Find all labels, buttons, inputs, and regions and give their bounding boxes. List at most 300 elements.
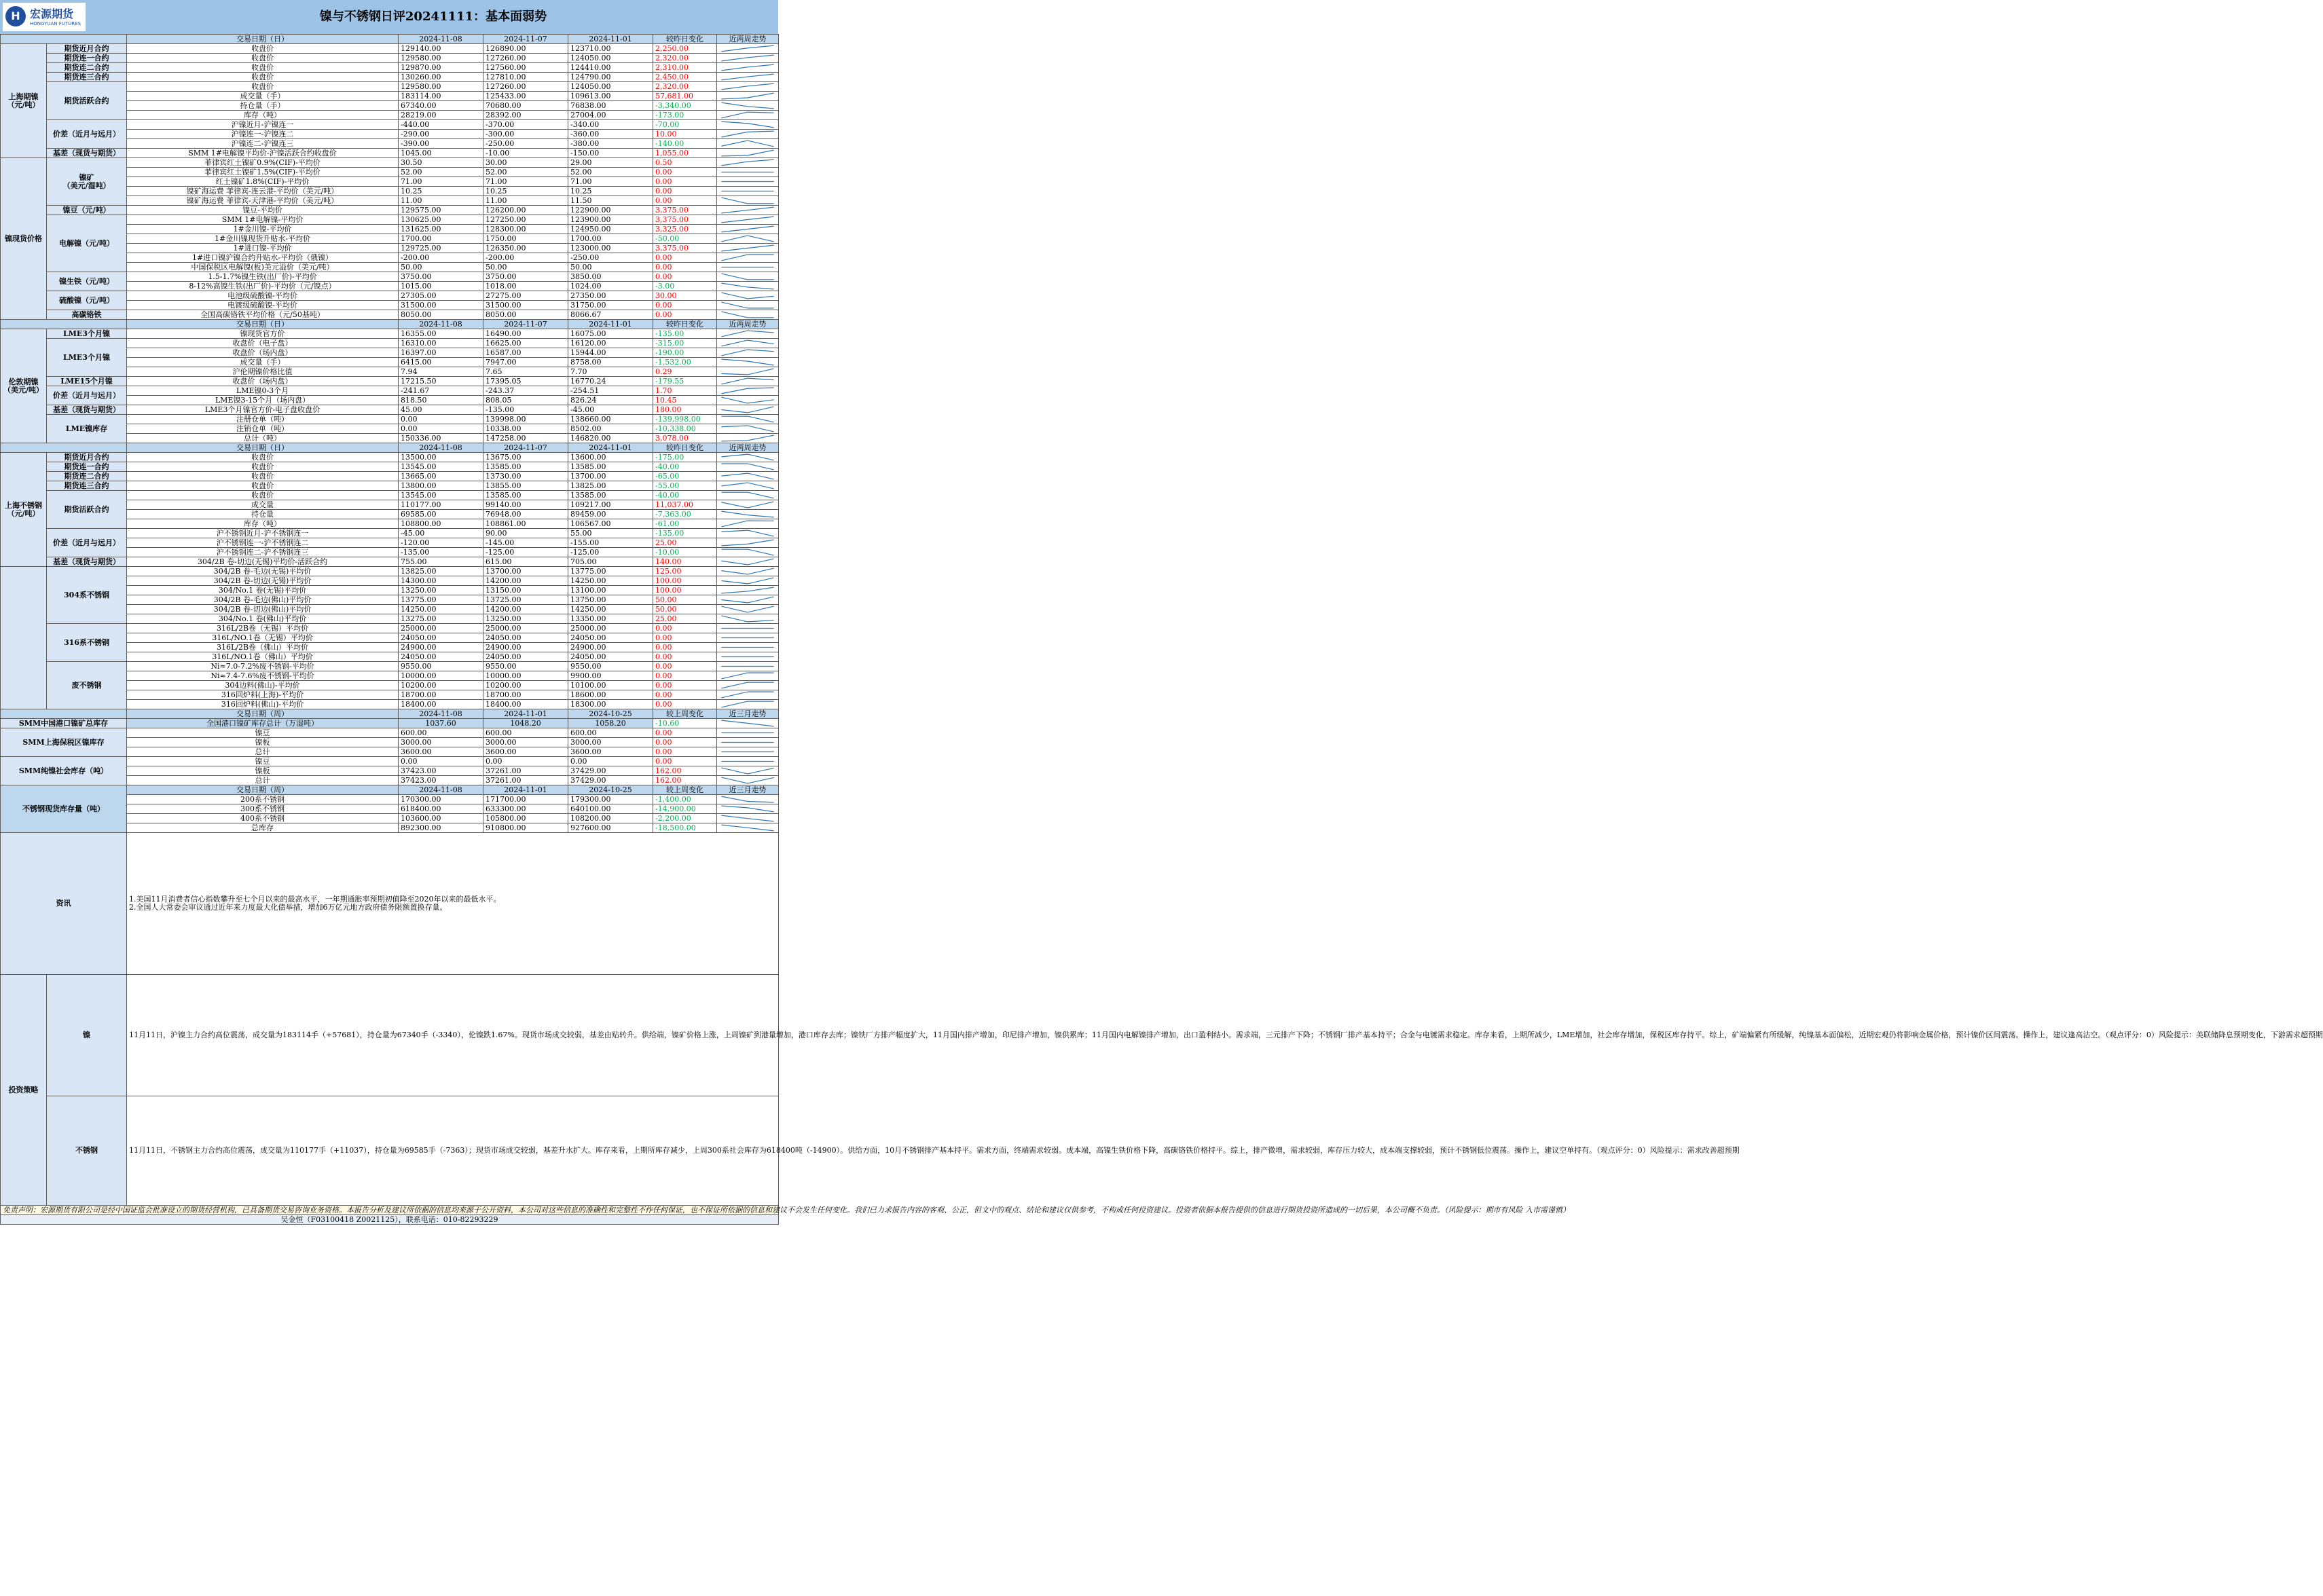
header-date: 2024-11-07 bbox=[483, 35, 568, 44]
trend-sparkline bbox=[717, 101, 779, 111]
row-value: 13350.00 bbox=[568, 614, 653, 624]
row-name: 收盘价 bbox=[127, 462, 399, 472]
trend-sparkline bbox=[717, 757, 779, 766]
row-value: 0.00 bbox=[399, 415, 483, 424]
sparkline-path bbox=[721, 692, 773, 698]
row-value: 126350.00 bbox=[483, 244, 568, 253]
table-row bbox=[1, 472, 779, 481]
row-change: -40.00 bbox=[653, 491, 717, 500]
table-row bbox=[1, 462, 779, 472]
row-value: 127260.00 bbox=[483, 54, 568, 63]
row-name: 成交量（手） bbox=[127, 92, 399, 101]
date-header-row bbox=[1, 709, 779, 719]
row-value: 9550.00 bbox=[483, 662, 568, 671]
row-value: 3850.00 bbox=[568, 272, 653, 282]
disclaimer-text: 免责声明：宏源期货有限公司是经中国证监会批准设立的期货经营机构，已具备期货交易咨询业务资格。本报告分析及建议所依据的信息均来源于公开资料，本公司对这些信息的准确性和完整性不作任何保证，也不保证所依据的信息和建议不会发生任何变化。我们已力求报告内容的客观、公正，但文中的观点、结论和建议仅供参考，不构成任何投资建议。投资者依据本报告提供的信息进行期货投资所造成的一切后果，本公司概不负责。（风险提示：期市有风险 入市需谨慎） bbox=[1, 1206, 779, 1215]
row-name: 316L/NO.1卷（无锡）平均价 bbox=[127, 633, 399, 643]
row-value: 129870.00 bbox=[399, 63, 483, 73]
row-name: SMM 1#电解镍平均价-沪镍活跃合约收盘价 bbox=[127, 149, 399, 158]
row-value: 13725.00 bbox=[483, 595, 568, 605]
trend-sparkline bbox=[717, 766, 779, 776]
row-change: 0.00 bbox=[653, 310, 717, 320]
sparkline-path bbox=[721, 141, 773, 147]
table-row bbox=[1, 149, 779, 158]
row-value: -243.37 bbox=[483, 386, 568, 396]
row-value: 139998.00 bbox=[483, 415, 568, 424]
row-value: 16120.00 bbox=[568, 339, 653, 348]
trend-sparkline bbox=[717, 367, 779, 377]
subsection-label: 期货活跃合约 bbox=[47, 491, 127, 529]
sparkline-path bbox=[721, 331, 773, 337]
row-change: 0.00 bbox=[653, 301, 717, 310]
row-change: 0.00 bbox=[653, 738, 717, 747]
header-trend: 近三月走势 bbox=[717, 709, 779, 719]
row-value: 1048.20 bbox=[483, 719, 568, 728]
row-name: 1#金川镍-平均价 bbox=[127, 225, 399, 234]
row-value: 13250.00 bbox=[399, 586, 483, 595]
row-value: 8050.00 bbox=[399, 310, 483, 320]
row-value: 131625.00 bbox=[399, 225, 483, 234]
row-change: 0.00 bbox=[653, 272, 717, 282]
row-value: 10100.00 bbox=[568, 681, 653, 690]
row-value: 13150.00 bbox=[483, 586, 568, 595]
row-value: 10.25 bbox=[483, 187, 568, 196]
row-value: 147258.00 bbox=[483, 434, 568, 443]
trend-sparkline bbox=[717, 301, 779, 310]
row-value: 9900.00 bbox=[568, 671, 653, 681]
row-value: 818.50 bbox=[399, 396, 483, 405]
row-value: 76948.00 bbox=[483, 510, 568, 519]
row-name: 沪伦期镍价格比值 bbox=[127, 367, 399, 377]
header-date: 2024-11-08 bbox=[399, 443, 483, 453]
row-value: 50.00 bbox=[483, 263, 568, 272]
table-row bbox=[1, 491, 779, 500]
row-value: 1037.60 bbox=[399, 719, 483, 728]
row-name: 库存（吨） bbox=[127, 111, 399, 120]
row-name: 镍现货官方价 bbox=[127, 329, 399, 339]
row-value: 16310.00 bbox=[399, 339, 483, 348]
row-value: 826.24 bbox=[568, 396, 653, 405]
header-blank bbox=[1, 320, 127, 329]
sparkline-path bbox=[721, 673, 773, 679]
row-value: 3600.00 bbox=[568, 747, 653, 757]
logo-chinese: 宏源期货 bbox=[30, 7, 74, 20]
table-row bbox=[1, 215, 779, 225]
row-change: 0.00 bbox=[653, 662, 717, 671]
row-name: 收盘价（场内盘） bbox=[127, 377, 399, 386]
row-change: 0.00 bbox=[653, 728, 717, 738]
row-change: 0.00 bbox=[653, 177, 717, 187]
row-change: -315.00 bbox=[653, 339, 717, 348]
trend-sparkline bbox=[717, 244, 779, 253]
trend-sparkline bbox=[717, 605, 779, 614]
row-change: 10.00 bbox=[653, 130, 717, 139]
row-value: 109613.00 bbox=[568, 92, 653, 101]
table-row bbox=[1, 120, 779, 130]
table-row bbox=[1, 453, 779, 462]
row-value: 90.00 bbox=[483, 529, 568, 538]
report-header bbox=[0, 0, 778, 35]
row-value: 110177.00 bbox=[399, 500, 483, 510]
row-name: 收盘价 bbox=[127, 44, 399, 54]
row-value: 14250.00 bbox=[568, 576, 653, 586]
row-value: -300.00 bbox=[483, 130, 568, 139]
row-value: 17215.50 bbox=[399, 377, 483, 386]
row-value: 123710.00 bbox=[568, 44, 653, 54]
sparkline-path bbox=[721, 606, 773, 612]
date-header-row bbox=[1, 719, 779, 728]
trend-sparkline bbox=[717, 643, 779, 652]
sparkline-path bbox=[721, 454, 773, 460]
row-change: -173.00 bbox=[653, 111, 717, 120]
row-change: 0.00 bbox=[653, 690, 717, 700]
row-change: 0.00 bbox=[653, 187, 717, 196]
row-value: 1018.00 bbox=[483, 282, 568, 291]
subsection-label: 期货连二合约 bbox=[47, 63, 127, 73]
trend-sparkline bbox=[717, 500, 779, 510]
row-change: -65.00 bbox=[653, 472, 717, 481]
row-value: 16770.24 bbox=[568, 377, 653, 386]
trend-sparkline bbox=[717, 424, 779, 434]
row-value: -45.00 bbox=[399, 529, 483, 538]
trend-sparkline bbox=[717, 139, 779, 149]
row-change: -1,532.00 bbox=[653, 358, 717, 367]
row-value: 124410.00 bbox=[568, 63, 653, 73]
table-row bbox=[1, 481, 779, 491]
row-value: 0.00 bbox=[483, 757, 568, 766]
row-value: 808.05 bbox=[483, 396, 568, 405]
row-name: LME镍0-3个月 bbox=[127, 386, 399, 396]
table-row bbox=[1, 377, 779, 386]
row-value: 3600.00 bbox=[483, 747, 568, 757]
row-value: 171700.00 bbox=[483, 795, 568, 804]
trend-sparkline bbox=[717, 728, 779, 738]
trend-sparkline bbox=[717, 814, 779, 823]
trend-sparkline bbox=[717, 548, 779, 557]
row-value: -241.67 bbox=[399, 386, 483, 396]
table-row bbox=[1, 310, 779, 320]
subsection-label: 基差（现货与期货） bbox=[47, 557, 127, 567]
logo-mark-icon: H bbox=[5, 6, 26, 26]
row-name: 304/2B 卷-毛边(无锡)平均价 bbox=[127, 567, 399, 576]
row-change: 0.50 bbox=[653, 158, 717, 168]
subsection-label: 高碳铬铁 bbox=[47, 310, 127, 320]
row-value: 892300.00 bbox=[399, 823, 483, 833]
row-value: -125.00 bbox=[568, 548, 653, 557]
trend-sparkline bbox=[717, 291, 779, 301]
row-value: 14300.00 bbox=[399, 576, 483, 586]
sparkline-path bbox=[721, 131, 773, 137]
row-value: 129575.00 bbox=[399, 206, 483, 215]
row-value: 122900.00 bbox=[568, 206, 653, 215]
sparkline-path bbox=[721, 122, 773, 128]
row-name: 收盘价 bbox=[127, 63, 399, 73]
row-value: 615.00 bbox=[483, 557, 568, 567]
company-logo bbox=[3, 3, 86, 31]
row-name: LME镍3-15个月（场内盘） bbox=[127, 396, 399, 405]
trend-sparkline bbox=[717, 158, 779, 168]
row-change: 0.00 bbox=[653, 757, 717, 766]
row-change: 25.00 bbox=[653, 538, 717, 548]
header-change: 较昨日变化 bbox=[653, 443, 717, 453]
row-value: -370.00 bbox=[483, 120, 568, 130]
row-change: 2,320.00 bbox=[653, 54, 717, 63]
trend-sparkline bbox=[717, 130, 779, 139]
row-value: 600.00 bbox=[483, 728, 568, 738]
row-change: -190.00 bbox=[653, 348, 717, 358]
row-change: 0.00 bbox=[653, 747, 717, 757]
trend-sparkline bbox=[717, 567, 779, 576]
trend-sparkline bbox=[717, 662, 779, 671]
sparkline-path bbox=[721, 340, 773, 346]
row-change: 0.00 bbox=[653, 263, 717, 272]
trend-sparkline bbox=[717, 44, 779, 54]
subsection-label: 期货活跃合约 bbox=[47, 82, 127, 120]
section-label: 不锈钢现货库存量（吨） bbox=[1, 785, 127, 833]
header-label: 交易日期（周） bbox=[127, 709, 399, 719]
subsection-label: 316系不锈钢 bbox=[47, 624, 127, 662]
row-value: 8502.00 bbox=[568, 424, 653, 434]
sparkline-path bbox=[721, 245, 773, 251]
header-date: 2024-11-01 bbox=[568, 320, 653, 329]
trend-sparkline bbox=[717, 795, 779, 804]
table-row bbox=[1, 415, 779, 424]
row-value: 70680.00 bbox=[483, 101, 568, 111]
row-change: 50.00 bbox=[653, 595, 717, 605]
sparkline-path bbox=[721, 502, 773, 508]
subsection-label: LME3个月镍 bbox=[47, 329, 127, 339]
row-name: 总计（吨） bbox=[127, 434, 399, 443]
row-change: -139,998.00 bbox=[653, 415, 717, 424]
header-change: 较上周变化 bbox=[653, 785, 717, 795]
row-value: 0.00 bbox=[399, 757, 483, 766]
row-value: 16625.00 bbox=[483, 339, 568, 348]
row-name: 注册仓单（吨） bbox=[127, 415, 399, 424]
trend-sparkline bbox=[717, 595, 779, 605]
row-change: -135.00 bbox=[653, 529, 717, 538]
header-date: 2024-11-01 bbox=[568, 35, 653, 44]
row-value: 13750.00 bbox=[568, 595, 653, 605]
row-value: 8066.67 bbox=[568, 310, 653, 320]
sparkline-path bbox=[721, 777, 773, 783]
row-value: 10200.00 bbox=[399, 681, 483, 690]
row-name: 200系不锈钢 bbox=[127, 795, 399, 804]
row-value: 103600.00 bbox=[399, 814, 483, 823]
row-value: 13100.00 bbox=[568, 586, 653, 595]
row-value: 24900.00 bbox=[399, 643, 483, 652]
row-value: 0.00 bbox=[399, 424, 483, 434]
row-value: 10338.00 bbox=[483, 424, 568, 434]
header-change: 较昨日变化 bbox=[653, 320, 717, 329]
strategy-stainless-text: 11月11日，不锈钢主力合约高位震荡，成交量为110177手（+11037），持仓量为69585手（-7363）；现货市场成交较弱，基差升水扩大。库存来看，上期所库存减少，上周300系社会库存为618400吨（-14900）。供给方面，10月不锈钢排产基本持平。需求方面，终端需求较弱。成本端，高镍生铁价格下降，高碳铬铁价格持平。综上，排产微增，需求较弱，库存压力较大，成本端支撑较弱，预计不锈钢低位震荡。操作上，建议空单持有。（观点评分：0）风险提示：需求改善超预期 bbox=[127, 1096, 779, 1206]
header-blank bbox=[1, 35, 127, 44]
trend-sparkline bbox=[717, 187, 779, 196]
row-change: 162.00 bbox=[653, 766, 717, 776]
trend-sparkline bbox=[717, 272, 779, 282]
trend-sparkline bbox=[717, 586, 779, 595]
trend-sparkline bbox=[717, 377, 779, 386]
row-change: -61.00 bbox=[653, 519, 717, 529]
row-value: -120.00 bbox=[399, 538, 483, 548]
row-value: 24050.00 bbox=[568, 633, 653, 643]
row-value: 76838.00 bbox=[568, 101, 653, 111]
row-value: 618400.00 bbox=[399, 804, 483, 814]
row-value: 1750.00 bbox=[483, 234, 568, 244]
row-value: 24900.00 bbox=[483, 643, 568, 652]
row-change: -179.55 bbox=[653, 377, 717, 386]
row-value: 99140.00 bbox=[483, 500, 568, 510]
row-value: 13775.00 bbox=[399, 595, 483, 605]
row-value: 1045.00 bbox=[399, 149, 483, 158]
row-value: 124050.00 bbox=[568, 54, 653, 63]
row-value: 28392.00 bbox=[483, 111, 568, 120]
row-value: -440.00 bbox=[399, 120, 483, 130]
row-name: 316L/NO.1卷（佛山）平均价 bbox=[127, 652, 399, 662]
sparkline-path bbox=[721, 540, 773, 546]
date-header-row bbox=[1, 320, 779, 329]
row-name: 316回炉料(佛山)-平均价 bbox=[127, 700, 399, 709]
row-value: 15944.00 bbox=[568, 348, 653, 358]
row-change: -10.60 bbox=[653, 719, 717, 728]
sparkline-path bbox=[721, 521, 773, 527]
header-label: 交易日期（日） bbox=[127, 443, 399, 453]
sparkline-path bbox=[721, 483, 773, 489]
row-value: 7947.00 bbox=[483, 358, 568, 367]
sparkline-path bbox=[721, 293, 773, 299]
row-value: 1700.00 bbox=[399, 234, 483, 244]
sparkline-path bbox=[721, 274, 773, 280]
row-name: 收盘价 bbox=[127, 453, 399, 462]
row-value: 127560.00 bbox=[483, 63, 568, 73]
row-value: 3000.00 bbox=[568, 738, 653, 747]
row-value: -200.00 bbox=[399, 253, 483, 263]
row-value: 69585.00 bbox=[399, 510, 483, 519]
trend-sparkline bbox=[717, 168, 779, 177]
trend-sparkline bbox=[717, 386, 779, 396]
header-date: 2024-11-07 bbox=[483, 443, 568, 453]
row-change: 180.00 bbox=[653, 405, 717, 415]
row-value: 27305.00 bbox=[399, 291, 483, 301]
trend-sparkline bbox=[717, 434, 779, 443]
sparkline-path bbox=[721, 283, 773, 289]
row-value: -10.00 bbox=[483, 149, 568, 158]
trend-sparkline bbox=[717, 823, 779, 833]
row-value: 127260.00 bbox=[483, 82, 568, 92]
row-change: -3,340.00 bbox=[653, 101, 717, 111]
trend-sparkline bbox=[717, 529, 779, 538]
sparkline-path bbox=[721, 255, 773, 261]
row-value: 7.94 bbox=[399, 367, 483, 377]
row-value: 10000.00 bbox=[483, 671, 568, 681]
table-row bbox=[1, 662, 779, 671]
table-row bbox=[1, 291, 779, 301]
row-change: 100.00 bbox=[653, 576, 717, 586]
row-name: 库存（吨） bbox=[127, 519, 399, 529]
row-value: 1058.20 bbox=[568, 719, 653, 728]
row-value: 170300.00 bbox=[399, 795, 483, 804]
trend-sparkline bbox=[717, 405, 779, 415]
row-value: 13675.00 bbox=[483, 453, 568, 462]
header-date: 2024-11-08 bbox=[399, 320, 483, 329]
trend-sparkline bbox=[717, 614, 779, 624]
row-name: 1#进口镍沪镍合约升贴水-平均价（俄镍） bbox=[127, 253, 399, 263]
row-change: 30.00 bbox=[653, 291, 717, 301]
trend-sparkline bbox=[717, 196, 779, 206]
row-value: 52.00 bbox=[568, 168, 653, 177]
row-value: 124790.00 bbox=[568, 73, 653, 82]
trend-sparkline bbox=[717, 472, 779, 481]
row-value: 24050.00 bbox=[483, 652, 568, 662]
trend-sparkline bbox=[717, 149, 779, 158]
sparkline-path bbox=[721, 378, 773, 384]
row-name: 收盘价 bbox=[127, 54, 399, 63]
row-value: 127250.00 bbox=[483, 215, 568, 225]
section-label: SMM上海保税区镍库存 bbox=[1, 728, 127, 757]
row-value: 108861.00 bbox=[483, 519, 568, 529]
table-row bbox=[1, 158, 779, 168]
trend-sparkline bbox=[717, 700, 779, 709]
row-value: 123900.00 bbox=[568, 215, 653, 225]
row-value: 13800.00 bbox=[399, 481, 483, 491]
row-value: 146820.00 bbox=[568, 434, 653, 443]
row-name: 沪镍近月-沪镍连一 bbox=[127, 120, 399, 130]
row-value: 13585.00 bbox=[568, 462, 653, 472]
row-value: 13585.00 bbox=[483, 491, 568, 500]
subsection-label: 期货近月合约 bbox=[47, 44, 127, 54]
row-name: 300系不锈钢 bbox=[127, 804, 399, 814]
sparkline-path bbox=[721, 825, 773, 831]
row-change: 140.00 bbox=[653, 557, 717, 567]
trend-sparkline bbox=[717, 225, 779, 234]
trend-sparkline bbox=[717, 747, 779, 757]
trend-sparkline bbox=[717, 652, 779, 662]
header-date: 2024-10-25 bbox=[568, 785, 653, 795]
row-value: 14200.00 bbox=[483, 576, 568, 586]
row-name: 304/No.1 卷(佛山)平均价 bbox=[127, 614, 399, 624]
sparkline-path bbox=[721, 768, 773, 774]
subsection-label: 基差（现货与期货） bbox=[47, 149, 127, 158]
row-value: -150.00 bbox=[568, 149, 653, 158]
row-value: 1700.00 bbox=[568, 234, 653, 244]
data-table bbox=[0, 34, 2323, 1225]
row-change: -14,900.00 bbox=[653, 804, 717, 814]
row-change: -10.00 bbox=[653, 548, 717, 557]
table-row bbox=[1, 757, 779, 766]
table-row bbox=[1, 54, 779, 63]
sparkline-path bbox=[721, 369, 773, 375]
row-name: 总计 bbox=[127, 776, 399, 785]
row-value: 14250.00 bbox=[399, 605, 483, 614]
date-header-row bbox=[1, 35, 779, 44]
row-name: 中国保税区电解镍(板)美元溢价（美元/吨） bbox=[127, 263, 399, 272]
news-item: 1.美国11月消费者信心指数攀升至七个月以来的最高水平，一年期通胀率预期初值降至2020年以来的最低水平。 bbox=[129, 895, 501, 904]
row-value: 7.70 bbox=[568, 367, 653, 377]
sparkline-path bbox=[721, 701, 773, 707]
strategy-nickel-row bbox=[1, 975, 779, 1096]
table-row bbox=[1, 63, 779, 73]
row-value: 927600.00 bbox=[568, 823, 653, 833]
strategy-nickel-text: 11月11日，沪镍主力合约高位震荡，成交量为183114手（+57681），持仓量为67340手（-3340），伦镍跌1.67%。现货市场成交较弱，基差由贴转升。供给端，镍矿价格上涨，上周镍矿到港量增加，港口库存去库；镍铁厂方排产幅度扩大，11月国内排产增加，印尼排产增加，镍供累库；11月国内电解镍排产增加，出口盈利结小。需求端，三元排产下降；不锈钢厂排产基本持平；合金与电镀需求稳定。库存来看，上期所减少，LME增加，社会库存增加，保税区库存持平。综上，矿端偏紧有所缓解，纯镍基本面偏松，近期宏观仍将影响金属价格，预计镍价区间震荡。操作上，建议逢高沽空。（观点评分：0）风险提示：美联储降息预期变化，下游需求超预期 bbox=[127, 975, 779, 1096]
row-value: 129580.00 bbox=[399, 82, 483, 92]
row-value: 633300.00 bbox=[483, 804, 568, 814]
row-value: 108200.00 bbox=[568, 814, 653, 823]
row-name: Ni≈7.0-7.2%废不锈钢-平均价 bbox=[127, 662, 399, 671]
sparkline-path bbox=[721, 160, 773, 166]
trend-sparkline bbox=[717, 54, 779, 63]
row-value: -135.00 bbox=[483, 405, 568, 415]
row-name: LME3个月镍官方价-电子盘收盘价 bbox=[127, 405, 399, 415]
row-value: 10000.00 bbox=[399, 671, 483, 681]
